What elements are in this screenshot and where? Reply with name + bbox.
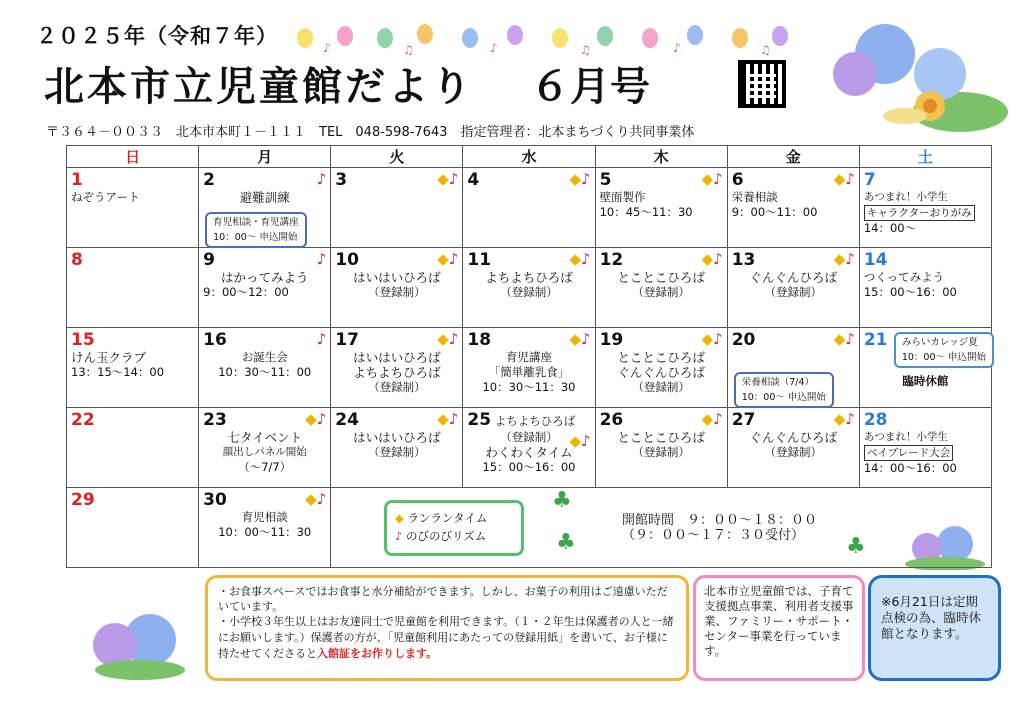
day-cell — [595, 248, 727, 328]
registration-note — [894, 332, 994, 368]
bird-icon: ◆♪ — [701, 250, 723, 268]
day-number: 3 — [335, 170, 348, 190]
opening-hours — [622, 513, 817, 543]
bird-icon: ◆♪ — [701, 330, 723, 348]
day-number: 21 — [863, 330, 888, 350]
event-note: （登録制） — [368, 285, 426, 299]
day-number: 23 — [203, 410, 227, 430]
event-label: 七タイベント — [227, 430, 303, 445]
event-time: 9：00～11：00 — [731, 205, 818, 219]
event-label: ぐんぐんひろば — [749, 430, 838, 445]
day-number: 1 — [71, 170, 83, 190]
event-note: （登録制） — [632, 285, 690, 299]
day-cell — [859, 328, 991, 408]
event-time: 10：30～11：30 — [482, 380, 576, 394]
legend-item — [395, 527, 513, 545]
registration-note — [205, 212, 307, 248]
day-number: 4 — [467, 170, 480, 190]
day-number: 7 — [863, 170, 876, 190]
event-label: 栄養相談 — [731, 190, 778, 204]
bird-icon: ◆♪ — [569, 330, 591, 348]
weekday-header: 金 — [727, 146, 859, 168]
day-cell — [859, 248, 991, 328]
svg-text:♫: ♫ — [403, 43, 414, 57]
day-number: 22 — [71, 410, 95, 430]
event-label: とことこひろば — [617, 430, 705, 445]
day-cell — [859, 408, 991, 488]
legend-item — [395, 509, 513, 527]
day-number: 30 — [203, 490, 227, 510]
event-label: ねぞうアート — [71, 190, 140, 204]
newsletter-title: 北本市立児童館だより — [44, 64, 474, 110]
svg-text:♫: ♫ — [580, 43, 591, 57]
event-time: 15：00～16：00 — [863, 285, 957, 299]
day-number: 16 — [203, 330, 227, 350]
event-note: （登録制） — [632, 445, 690, 459]
day-cell — [199, 328, 331, 408]
day-cell — [331, 248, 463, 328]
notice-accent: 入館証をお作りします。 — [317, 647, 438, 660]
event-label: よちよちひろば — [485, 270, 573, 285]
event-note: （登録制） — [764, 285, 823, 299]
event-time: 14：00～ — [863, 221, 917, 235]
event-label: はいはいひろば — [353, 350, 441, 365]
day-entry — [467, 410, 590, 430]
event-time: 9：00～12：00 — [203, 285, 289, 299]
event-label: つくってみよう — [863, 270, 945, 284]
bird-icon: ◆ — [395, 511, 404, 525]
bird-icon: ◆♪ — [437, 250, 459, 268]
day-cell — [199, 488, 331, 568]
note-text: 育児相談・育児講座 — [213, 217, 299, 228]
address-line: 〒３６４－００３３ 北本市本町１－１１１ TEL 048-598-7643 指定管理者：北本まちづくり共同事業体 — [46, 125, 695, 140]
bird-icon: ◆♪ — [701, 170, 723, 188]
day-cell — [199, 248, 331, 328]
note-text: 10：00～ 申込開始 — [901, 352, 987, 363]
day-number: 24 — [335, 410, 359, 430]
bird-icon: ◆♪ — [569, 432, 591, 450]
legend-label: ランランタイム — [407, 511, 488, 525]
day-number: 5 — [599, 170, 612, 190]
day-cell — [727, 328, 859, 408]
day-cell — [859, 168, 991, 248]
bird-icon: ◆♪ — [701, 410, 723, 428]
weekday-header: 火 — [331, 146, 463, 168]
calendar-table — [66, 145, 992, 568]
day-number: 27 — [731, 410, 756, 430]
day-cell — [463, 328, 595, 408]
weekday-header: 日 — [67, 146, 199, 168]
event-label: ぐんぐんひろば — [749, 270, 838, 285]
registration-note — [734, 372, 834, 408]
day-cell — [67, 488, 199, 568]
event-note: （登録制） — [500, 430, 558, 444]
day-number: 9 — [203, 250, 215, 270]
event-note: （登録制） — [764, 445, 823, 459]
issue-label: ６月号 — [530, 64, 650, 110]
about-box — [693, 575, 865, 681]
event-label: とことこひろば — [617, 350, 705, 365]
note-text: みらいカレッジ夏 — [901, 337, 978, 348]
event-note: （登録制） — [500, 285, 558, 299]
day-number: 29 — [71, 490, 95, 510]
weekday-header: 木 — [595, 146, 727, 168]
closed-notice-box — [868, 575, 1001, 681]
weekday-header: 土 — [859, 146, 991, 168]
event-time: 10：30～11：00 — [218, 365, 312, 379]
event-label: あつまれ！小学生 — [863, 191, 948, 203]
notice-text: ・お食事スペースではお食事と水分補給ができます。しかし、お菓子の利用はご遠慮いただいています。 — [218, 585, 668, 613]
day-number: 8 — [71, 250, 83, 270]
day-cell — [463, 248, 595, 328]
event-note: （登録制） — [632, 380, 690, 394]
music-note-icon: ♪ — [316, 250, 327, 268]
event-label: お誕生会 — [241, 350, 288, 364]
event-time: 14：00～16：00 — [863, 461, 957, 475]
day-cell — [727, 408, 859, 488]
music-note-icon: ♪ — [316, 170, 327, 188]
svg-text:♪: ♪ — [673, 41, 681, 55]
day-number: 28 — [863, 410, 888, 430]
event-note: （～7/7） — [238, 460, 292, 474]
bird-icon: ◆♪ — [569, 170, 591, 188]
day-cell — [595, 168, 727, 248]
event-label: とことこひろば — [617, 270, 705, 285]
bird-icon: ◆♪ — [305, 410, 327, 428]
day-cell — [67, 248, 199, 328]
day-cell — [331, 408, 463, 488]
event-label: はかってみよう — [220, 270, 309, 285]
bird-icon: ◆♪ — [833, 170, 855, 188]
clover-icon: ♣ — [556, 530, 576, 555]
event-time: 10：00～11：30 — [218, 525, 312, 539]
day-number: 17 — [335, 330, 359, 350]
qr-code-icon[interactable] — [738, 60, 786, 108]
day-number: 6 — [731, 170, 744, 190]
note-text: 栄養相談（7/4） — [741, 377, 814, 388]
day-number: 11 — [467, 250, 492, 270]
note-text: 10：00～ 申込開始 — [213, 232, 298, 243]
day-cell — [331, 328, 463, 408]
day-cell — [67, 168, 199, 248]
day-cell — [67, 328, 199, 408]
event-label: あつまれ！小学生 — [863, 431, 948, 443]
event-label: 育児相談 — [241, 510, 288, 524]
day-number: 15 — [71, 330, 95, 350]
day-cell — [199, 168, 331, 248]
clover-icon: ♣ — [552, 488, 572, 513]
day-number: 12 — [599, 250, 624, 270]
day-number: 25 — [467, 410, 492, 430]
day-number: 18 — [467, 330, 492, 350]
event-time: 15：00～16：00 — [482, 460, 576, 474]
hours-text: 開館時間 ９：００～１８：００ — [622, 513, 818, 528]
notice-box — [205, 575, 689, 681]
balloon-garland-icon — [275, 22, 795, 62]
day-cell — [463, 168, 595, 248]
day-number: 13 — [731, 250, 756, 270]
event-label: よちよちひろば — [353, 365, 441, 380]
event-label: 育児講座 — [505, 350, 552, 364]
event-label: 顔出しパネル開始 — [222, 446, 307, 458]
hydrangea-icon — [810, 14, 1010, 134]
bird-icon: ◆♪ — [833, 410, 855, 428]
weekday-header: 水 — [463, 146, 595, 168]
closed-notice-text: ※6月21日は定期点検の為、臨時休館となります。 — [881, 594, 982, 641]
event-note: （登録制） — [368, 445, 426, 459]
event-label: ベイブレード大会 — [864, 445, 953, 461]
day-cell — [595, 328, 727, 408]
event-label: はいはいひろば — [353, 270, 441, 285]
event-label: 「簡単離乳食」 — [488, 365, 570, 379]
day-number: 20 — [731, 330, 756, 350]
day-cell — [67, 408, 199, 488]
day-number: 14 — [863, 250, 888, 270]
event-label: よちよちひろば — [494, 414, 576, 428]
hydrangea-icon — [80, 600, 200, 680]
day-cell — [727, 248, 859, 328]
legend-box — [384, 500, 524, 556]
day-cell — [331, 168, 463, 248]
bird-icon: ◆♪ — [437, 170, 459, 188]
bird-icon: ◆♪ — [437, 410, 459, 428]
year-label: ２０２５年（令和７年） — [36, 24, 278, 48]
event-label: わくわくタイム — [485, 445, 573, 460]
event-time: 10：45～11：30 — [599, 205, 693, 219]
hours-text: （９：００～１７：３０受付） — [622, 528, 805, 543]
clover-icon: ♣ — [846, 534, 866, 559]
day-cell — [463, 408, 595, 488]
about-text: 北本市立児童館では、子育て支援拠点事業、利用者支援事業、ファミリー・サポート・センター事業を行っています。 — [704, 584, 854, 658]
event-note: （登録制） — [368, 380, 426, 394]
svg-text:♪: ♪ — [323, 41, 331, 55]
event-label: キャラクターおりがみ — [864, 205, 975, 221]
day-number: 19 — [599, 330, 624, 350]
bird-icon: ◆♪ — [569, 250, 591, 268]
day-number: 2 — [203, 170, 215, 190]
bird-icon: ◆♪ — [437, 330, 459, 348]
event-label: けん玉クラブ — [71, 350, 147, 365]
day-cell — [595, 408, 727, 488]
event-label: 壁面製作 — [599, 190, 646, 204]
event-label: はいはいひろば — [353, 430, 441, 445]
closed-label: 臨時休館 — [902, 374, 949, 388]
music-note-icon: ♪ — [395, 529, 403, 543]
note-text: 10：00～ 申込開始 — [741, 392, 826, 403]
event-label: 避難訓練 — [239, 190, 290, 205]
bird-icon: ◆♪ — [833, 330, 855, 348]
day-number: 26 — [599, 410, 624, 430]
weekday-header: 月 — [199, 146, 331, 168]
notice-text: ・小学校３年生以上はお友達同士で児童館を利用できます。（１・２年生は保護者の人と一緒にお願いします。）保護者の方が、「児童館利用にあたっての登録用紙」を書いて、お子様に持たせてくださると — [218, 615, 674, 660]
music-note-icon: ♪ — [316, 330, 327, 348]
svg-text:♫: ♫ — [760, 43, 771, 57]
event-time: 13：15～14：00 — [71, 365, 165, 379]
bird-icon: ◆♪ — [833, 250, 855, 268]
day-cell — [727, 168, 859, 248]
svg-text:♪: ♪ — [490, 41, 498, 55]
bird-icon: ◆♪ — [305, 490, 327, 508]
event-label: ぐんぐんひろば — [617, 365, 705, 380]
legend-label: のびのびリズム — [406, 529, 487, 543]
day-cell — [199, 408, 331, 488]
day-number: 10 — [335, 250, 359, 270]
